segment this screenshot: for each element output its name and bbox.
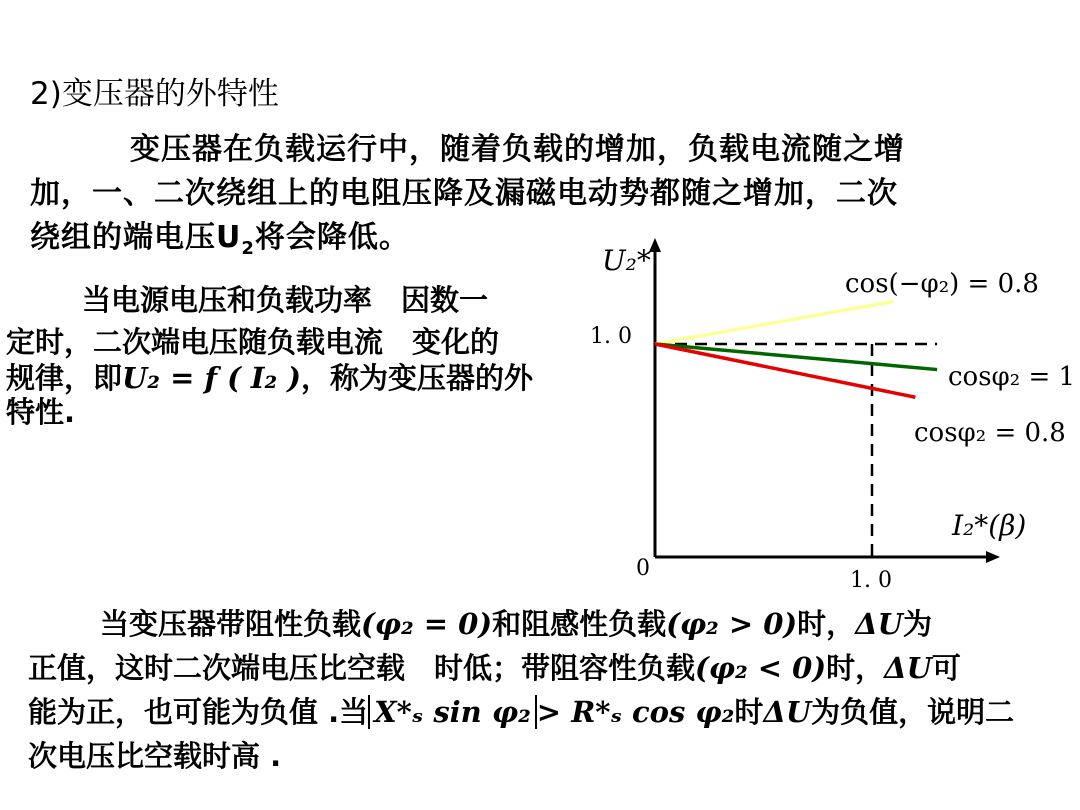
x-tick-label: 1. 0 [850,568,892,593]
capacitive-load-formula: (φ₂ < 0) [695,651,827,685]
paragraph-1-line-3 [30,212,410,259]
series-label-2: cosφ₂ = 1 [948,362,1076,392]
text-segment: 将会降低。 [254,220,410,255]
text-segment: 能为正，也可能为负值 .当 [28,695,369,729]
abs-reactance-formula: X*ₛ sin φ₂ [368,695,537,729]
paragraph-3-line-1 [100,602,932,643]
text-segment: 时 [734,695,764,729]
external-characteristic-chart [580,230,1076,600]
delta-u-symbol: ΔU [855,607,903,641]
series-label-1: cos(−φ₂) = 0.8 [845,269,1039,299]
text-segment: 为负值，说明二 [811,695,1015,729]
series-line-2 [655,344,937,370]
text-segment: 绕组的端电压 [30,220,216,255]
page-title: 2)变压器的外特性 [30,76,279,112]
text-segment: 时， [826,651,885,685]
series-line-3 [655,344,915,397]
series-line-1 [655,301,894,344]
text-segment: 可 [931,651,961,685]
text-segment: ，称为变压器的外 [300,361,533,395]
delta-u-symbol: ΔU [763,695,812,729]
origin-label: 0 [636,556,650,581]
paragraph-3-line-4: 次电压比空载时高 . [28,739,282,773]
paragraph-1-line-1: 变压器在负载运行中，随着负载的增加，负载电流随之增 [130,132,905,167]
paragraph-1-line-2: 加，一、二次绕组上的电阻压降及漏磁电动势都随之增加，二次 [30,176,898,211]
x-axis-arrow [986,551,1000,563]
text-segment: 规律，即 [6,361,123,395]
series-label-3: cosφ₂ = 0.8 [914,418,1066,448]
paragraph-2-line-3 [6,356,533,397]
text-segment: 和阻感性负载 [492,607,667,641]
y-tick-label: 1. 0 [590,324,632,349]
inductive-load-formula: (φ₂ > 0) [666,607,798,641]
text-segment: 当变压器带阻性负载 [100,607,362,641]
x-axis-label: I₂*(β) [952,509,1027,542]
paragraph-3-line-2 [28,646,961,687]
text-segment: 正值，这时二次端电压比空载 时低；带阻容性负载 [28,651,696,685]
voltage-subscript: 2 [241,238,255,259]
paragraph-2-line-4: 特性. [6,395,76,429]
resistance-formula: > R*ₛ cos φ₂ [536,695,735,729]
text-segment: 为 [902,607,932,641]
paragraph-3-line-3 [28,690,1014,731]
voltage-symbol: U [216,220,242,255]
paragraph-2-line-1: 当电源电压和负载功率 因数一 [82,283,489,317]
delta-u-symbol: ΔU [884,651,932,685]
resistive-load-formula: (φ₂ = 0) [361,607,493,641]
paragraph-2-line-2: 定时，二次端电压随负载电流 变化的 [6,325,500,359]
y-axis-label: U₂* [602,244,651,277]
characteristic-formula: U₂ = f ( I₂ ) [122,361,301,395]
text-segment: 时， [797,607,856,641]
